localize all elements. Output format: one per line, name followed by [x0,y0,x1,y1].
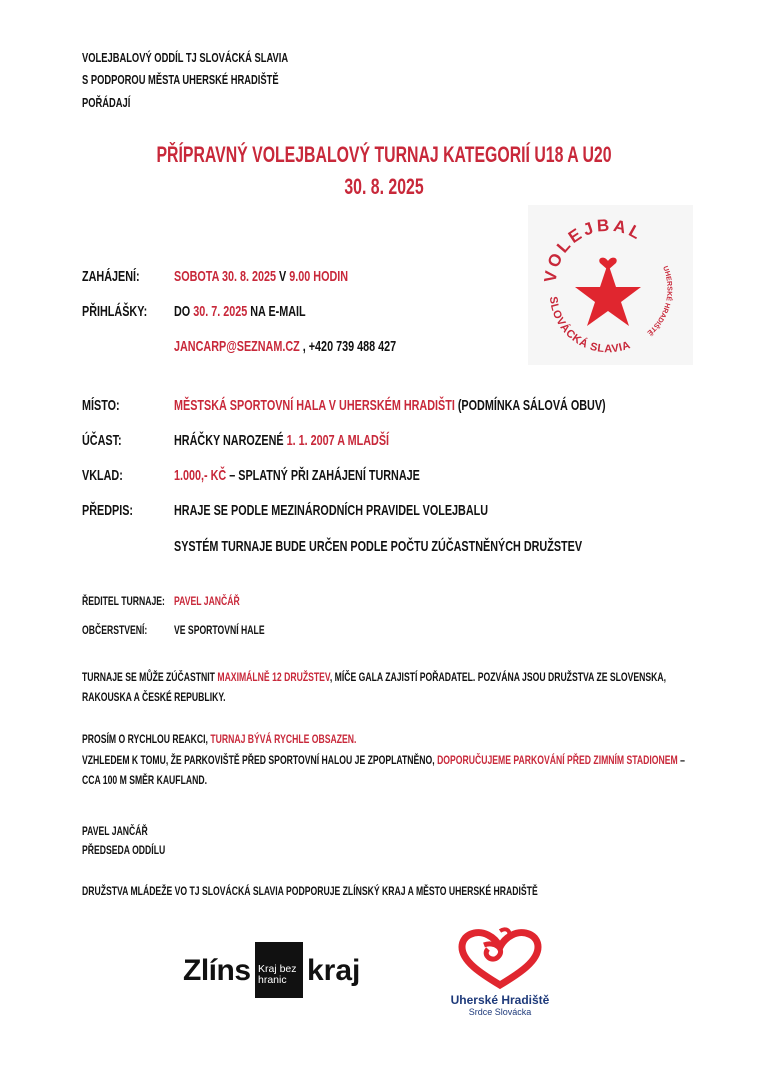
uherske-hradiste-logo [440,925,560,1020]
predpis-line-1: HRAJE SE PODLE MEZINÁRODNÍCH PRAVIDEL VOLEJBALU [174,502,489,519]
zlinsky-kraj-logo [183,942,373,1000]
paragraph-3-line-1: VZHLEDEM K TOMU, ŽE PARKOVIŠTĚ PŘED SPORTOVNÍ HALOU JE ZPOPLATNĚNO, DOPORUČUJEME PARKOVÁNÍ PŘED ZIMNÍM STADIONEM – [82,753,685,767]
signature-name: PAVEL JANČÁŘ [82,824,148,838]
misto-label: MÍSTO: [82,397,120,414]
zahajeni-value: SOBOTA 30. 8. 2025 V 9.00 HODIN [174,268,349,285]
support-line: DRUŽSTVA MLÁDEŽE VO TJ SLOVÁCKÁ SLAVIA PODPORUJE ZLÍNSKÝ KRAJ A MĚSTO UHERSKÉ HRADIŠTĚ [82,884,538,898]
logo-text-slovacka: SLOVÁCKÁ SLAVIA [546,295,633,356]
misto-value: MĚSTSKÁ SPORTOVNÍ HALA V UHERSKÉM HRADIŠTI (PODMÍNKA SÁLOVÁ OBUV) [174,397,606,414]
contact-line: JANCARP@SEZNAM.CZ , +420 739 488 427 [174,338,397,355]
zlin-logo-right: kraj [307,954,361,987]
zahajeni-label: ZAHÁJENÍ: [82,268,140,285]
reditel-label: ŘEDITEL TURNAJE: [82,594,165,608]
paragraph-1-line-2: RAKOUSKA A ČESKÉ REPUBLIKY. [82,690,226,704]
predpis-line-2: SYSTÉM TURNAJE BUDE URČEN PODLE POČTU ZÚČASTNĚNÝCH DRUŽSTEV [174,538,583,555]
uh-subtitle: Srdce Slovácka [468,1007,532,1017]
ucast-value: HRÁČKY NAROZENÉ 1. 1. 2007 A MLADŠÍ [174,432,390,449]
volejbal-slavia-logo [528,205,693,365]
logo-text-uh: UHERSKÉ HRADIŠTĚ [645,265,673,337]
page-title: PŘÍPRAVNÝ VOLEJBALOVÝ TURNAJ KATEGORIÍ U18 A U20 [156,142,612,167]
logo-text-volejbal: VOLEJBAL [540,215,647,284]
paragraph-2: PROSÍM O RYCHLOU REAKCI, TURNAJ BÝVÁ RYCHLE OBSAZEN. [82,732,357,746]
signature-role: PŘEDSEDA ODDÍLU [82,843,166,857]
email-link[interactable]: JANCARP@SEZNAM.CZ [174,338,300,355]
vklad-label: VKLAD: [82,467,123,484]
paragraph-3-line-2: CCA 100 M SMĚR KAUFLAND. [82,773,207,787]
reditel-name: PAVEL JANČÁŘ [174,594,240,608]
organizer-line-3: POŘÁDAJÍ [82,95,131,110]
paragraph-1-line-1: TURNAJE SE MŮŽE ZÚČASTNIT MAXIMÁLNĚ 12 DRUŽSTEV, MÍČE GALA ZAJISTÍ POŘADATEL. POZVÁNA JSOU DRUŽSTVA ZE SLOVENSKA, [82,670,667,684]
ucast-label: ÚČAST: [82,432,122,449]
obcerstveni-value: VE SPORTOVNÍ HALE [174,623,265,637]
uh-heart-icon [440,925,560,991]
zlin-logo-box-text: Kraj bez hranic [258,963,297,986]
organizer-line-2: S PODPOROU MĚSTA UHERSKÉ HRADIŠTĚ [82,72,279,87]
organizer-line-1: VOLEJBALOVÝ ODDÍL TJ SLOVÁCKÁ SLAVIA [82,50,289,65]
zlin-logo-left: Zlíns [183,954,251,987]
prihlasky-label: PŘIHLÁŠKY: [82,303,148,320]
uh-name: Uherské Hradiště [450,993,550,1007]
vklad-value: 1.000,- KČ – SPLATNÝ PŘI ZAHÁJENÍ TURNAJE [174,467,420,484]
obcerstveni-label: OBČERSTVENÍ: [82,623,148,637]
prihlasky-value: DO 30. 7. 2025 NA E-MAIL [174,303,306,320]
predpis-label: PŘEDPIS: [82,502,134,519]
event-date: 30. 8. 2025 [344,174,424,199]
